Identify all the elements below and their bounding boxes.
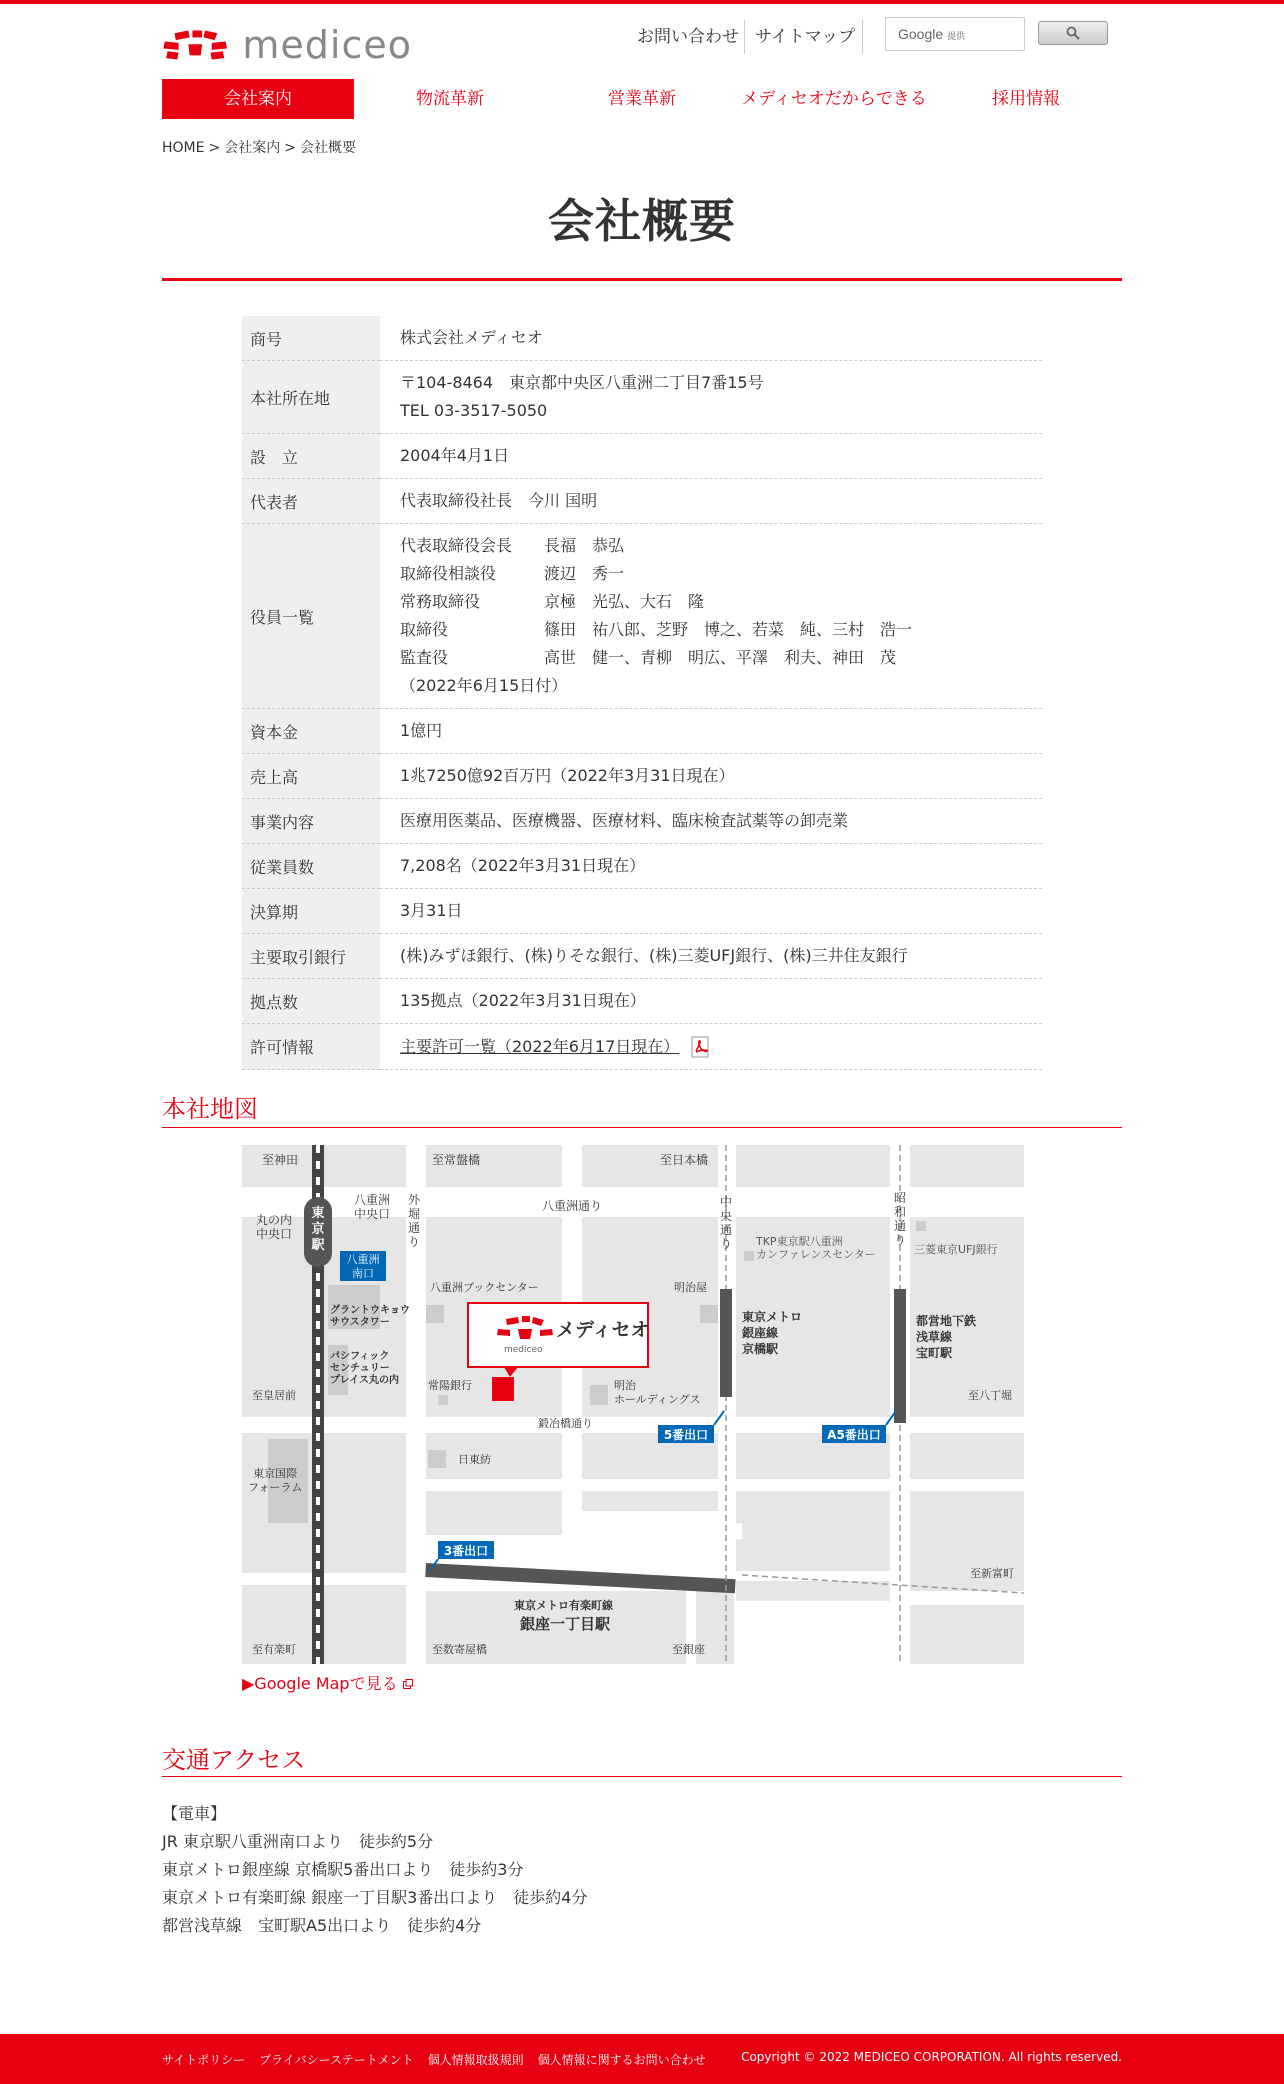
footer-link-personal-info-contact[interactable]: 個人情報に関するお問い合わせ bbox=[537, 2053, 706, 2067]
table-row bbox=[242, 844, 1042, 889]
svg-text:南口: 南口 bbox=[352, 1267, 374, 1280]
logo-mark-icon bbox=[162, 22, 228, 68]
row-label: 代表者 bbox=[242, 479, 380, 524]
officer-entry bbox=[400, 616, 1022, 644]
global-nav bbox=[162, 79, 1122, 119]
officer-role: 取締役 bbox=[400, 620, 449, 639]
map-label: 東京国際 フォーラム bbox=[248, 1467, 303, 1494]
map-label: 至銀座 bbox=[672, 1643, 705, 1656]
map-section-divider bbox=[162, 1127, 1122, 1128]
row-value: 135拠点（2022年3月31日現在） bbox=[400, 991, 646, 1010]
row-value bbox=[380, 361, 1042, 434]
table-row bbox=[242, 479, 1042, 524]
external-link-icon bbox=[403, 1679, 413, 1689]
row-label: 設 立 bbox=[242, 434, 380, 479]
table-row bbox=[242, 361, 1042, 434]
row-value: 株式会社メディセオ bbox=[400, 328, 543, 347]
address-line: 〒104-8464 東京都中央区八重洲二丁目7番15号 bbox=[400, 373, 764, 392]
footer-link-privacy[interactable]: プライバシーステートメント bbox=[259, 2053, 414, 2067]
table-row bbox=[242, 979, 1042, 1024]
mediceo-logo[interactable] bbox=[162, 22, 412, 68]
nav-item-recruit[interactable]: 採用情報 bbox=[992, 89, 1060, 109]
map-label: 昭和通り bbox=[894, 1191, 907, 1247]
table-row bbox=[242, 799, 1042, 844]
officer-names: 篠田 祐八郎、芝野 博之、若菜 純、三村 浩一 bbox=[544, 620, 913, 639]
row-value: 3月31日 bbox=[400, 901, 463, 920]
table-row bbox=[242, 524, 1042, 709]
officer-role: 取締役相談役 bbox=[400, 564, 497, 583]
row-label: 許可情報 bbox=[242, 1024, 380, 1070]
access-line: 東京メトロ有楽町線 銀座一丁目駅3番出口より 徒歩約4分 bbox=[162, 1888, 588, 1907]
map-label: 至数寄屋橋 bbox=[432, 1643, 487, 1656]
map-label: 常陽銀行 bbox=[428, 1379, 472, 1392]
footer-link-personal-info-rules[interactable]: 個人情報取扱規則 bbox=[427, 2053, 524, 2067]
svg-text:A5番出口: A5番出口 bbox=[827, 1428, 881, 1442]
map-station-label: 銀座一丁目駅 bbox=[520, 1615, 611, 1633]
nav-item-sales[interactable]: 営業革新 bbox=[608, 89, 676, 109]
map-label: グラントウキョウ サウスタワー bbox=[330, 1305, 410, 1328]
officer-names: 京極 光弘、大石 隆 bbox=[544, 592, 705, 611]
map-label: 外堀通り bbox=[408, 1193, 421, 1249]
map-label: 八重洲通り bbox=[542, 1199, 603, 1213]
map-label: mediceo bbox=[504, 1345, 543, 1355]
svg-text:東: 東 bbox=[311, 1206, 325, 1221]
breadcrumb-separator: > bbox=[208, 140, 221, 156]
head-office-map bbox=[242, 1145, 1024, 1664]
officer-entry bbox=[400, 588, 1022, 616]
row-value bbox=[380, 1024, 1042, 1070]
breadcrumb-current: 会社概要 bbox=[299, 140, 356, 156]
row-label: 売上高 bbox=[242, 754, 380, 799]
map-label: 至常盤橋 bbox=[432, 1153, 481, 1167]
row-label: 商号 bbox=[242, 316, 380, 361]
title-divider bbox=[162, 278, 1122, 281]
google-map-link-label: ▶Google Mapで見る bbox=[242, 1674, 398, 1693]
row-value: 7,208名（2022年3月31日現在） bbox=[400, 856, 646, 875]
map-label: 至神田 bbox=[262, 1153, 299, 1167]
map-label: 八重洲 中央口 bbox=[354, 1193, 391, 1221]
table-row bbox=[242, 434, 1042, 479]
table-row bbox=[242, 934, 1042, 979]
table-row bbox=[242, 1024, 1042, 1070]
breadcrumb-company[interactable]: 会社案内 bbox=[224, 140, 281, 156]
row-value: 1億円 bbox=[400, 721, 443, 740]
map-label: 至新富町 bbox=[970, 1567, 1014, 1580]
map-labels bbox=[242, 1145, 1024, 1664]
map-label: 八重洲ブックセンター bbox=[430, 1281, 539, 1294]
access-info bbox=[162, 1800, 587, 1940]
pdf-icon[interactable] bbox=[690, 1036, 712, 1058]
map-station-label: 東京メトロ 銀座線 京橋駅 bbox=[742, 1310, 803, 1356]
footer-link-site-policy[interactable]: サイトポリシー bbox=[162, 2053, 246, 2067]
map-mediceo-label: メディセオ bbox=[556, 1319, 650, 1341]
access-heading: 【電車】 bbox=[162, 1804, 227, 1823]
row-value: 医療用医薬品、医療機器、医療材料、臨床検査試薬等の卸売業 bbox=[400, 811, 849, 830]
map-label: パシフィック センチュリー プレイス丸の内 bbox=[330, 1351, 399, 1386]
permit-list-link[interactable]: 主要許可一覧（2022年6月17日現在） bbox=[400, 1036, 680, 1056]
breadcrumb-home[interactable]: HOME bbox=[162, 140, 205, 156]
search-button[interactable] bbox=[1038, 21, 1108, 45]
access-section-divider bbox=[162, 1776, 1122, 1777]
nav-item-company[interactable]: 会社案内 bbox=[162, 79, 354, 119]
top-accent-line bbox=[0, 0, 1284, 4]
header-divider bbox=[744, 20, 745, 54]
svg-text:京: 京 bbox=[311, 1222, 325, 1237]
map-label: 至有楽町 bbox=[252, 1643, 296, 1656]
officer-entry bbox=[400, 560, 1022, 588]
row-label: 従業員数 bbox=[242, 844, 380, 889]
access-section-title: 交通アクセス bbox=[162, 1746, 306, 1774]
officer-names: 高世 健一、青柳 明広、平澤 利夫、神田 茂 bbox=[544, 648, 897, 667]
logo-text: mediceo bbox=[242, 23, 412, 67]
search-input[interactable] bbox=[885, 17, 1025, 51]
map-label: 至日本橋 bbox=[660, 1153, 709, 1167]
company-info-table bbox=[242, 316, 1042, 1070]
row-label: 資本金 bbox=[242, 709, 380, 754]
breadcrumb bbox=[162, 137, 360, 157]
map-label: 丸の内 中央口 bbox=[256, 1213, 293, 1241]
table-row bbox=[242, 709, 1042, 754]
phone-line: TEL 03-3517-5050 bbox=[400, 401, 548, 420]
row-value: 1兆7250億92百万円（2022年3月31日現在） bbox=[400, 766, 735, 785]
row-value: (株)みずほ銀行、(株)りそな銀行、(株)三菱UFJ銀行、(株)三井住友銀行 bbox=[400, 946, 908, 965]
svg-text:駅: 駅 bbox=[311, 1238, 325, 1253]
row-label: 拠点数 bbox=[242, 979, 380, 1024]
officer-role: 代表取締役会長 bbox=[400, 536, 513, 555]
copyright: Copyright © 2022 MEDICEO CORPORATION. All rights reserved. bbox=[741, 2050, 1122, 2064]
row-label: 事業内容 bbox=[242, 799, 380, 844]
contact-link[interactable]: お問い合わせ bbox=[637, 27, 739, 47]
map-label: 至皇居前 bbox=[252, 1389, 296, 1402]
svg-text:八重洲: 八重洲 bbox=[346, 1253, 380, 1266]
map-label: 日東紡 bbox=[458, 1453, 491, 1466]
row-label: 役員一覧 bbox=[242, 524, 380, 709]
table-row bbox=[242, 754, 1042, 799]
svg-text:5番出口: 5番出口 bbox=[663, 1428, 709, 1442]
map-section-title: 本社地図 bbox=[162, 1095, 258, 1123]
officer-role: 常務取締役 bbox=[400, 592, 481, 611]
row-label: 決算期 bbox=[242, 889, 380, 934]
google-search-watermark: Google 提供 bbox=[898, 26, 966, 42]
map-label: 明治屋 bbox=[674, 1281, 707, 1294]
row-value: 代表取締役社長 今川 国明 bbox=[400, 491, 598, 510]
breadcrumb-separator: > bbox=[284, 140, 296, 156]
nav-item-mediceo-can[interactable]: メディセオだからできる bbox=[741, 89, 927, 109]
map-label: 明治 ホールディングス bbox=[614, 1379, 701, 1406]
access-line: 都営浅草線 宝町駅A5出口より 徒歩約4分 bbox=[162, 1916, 482, 1935]
footer-links bbox=[162, 2051, 706, 2068]
map-label: 三菱東京UFJ銀行 bbox=[914, 1243, 998, 1256]
sitemap-link[interactable]: サイトマップ bbox=[755, 27, 856, 47]
map-label: 中央通り bbox=[720, 1195, 733, 1251]
officer-names: 渡辺 秀一 bbox=[544, 564, 625, 583]
row-label: 本社所在地 bbox=[242, 361, 380, 434]
officer-date-note: （2022年6月15日付） bbox=[400, 676, 568, 695]
svg-text:3番出口: 3番出口 bbox=[443, 1544, 489, 1558]
google-map-link[interactable] bbox=[242, 1671, 413, 1694]
officer-role: 監査役 bbox=[400, 648, 449, 667]
table-row bbox=[242, 889, 1042, 934]
row-label: 主要取引銀行 bbox=[242, 934, 380, 979]
map-station-label: 都営地下鉄 浅草線 宝町駅 bbox=[916, 1314, 977, 1360]
nav-item-logistics[interactable]: 物流革新 bbox=[416, 89, 484, 109]
access-line: 東京メトロ銀座線 京橋駅5番出口より 徒歩約3分 bbox=[162, 1860, 524, 1879]
map-label: 鍛冶橋通り bbox=[538, 1417, 593, 1430]
access-line: JR 東京駅八重洲南口より 徒歩約5分 bbox=[162, 1832, 434, 1851]
map-label: 東京メトロ有楽町線 bbox=[514, 1599, 613, 1612]
officer-names: 長福 恭弘 bbox=[544, 536, 625, 555]
search-icon bbox=[1066, 26, 1080, 40]
map-label: TKP東京駅八重洲 カンファレンスセンター bbox=[756, 1235, 876, 1261]
row-value bbox=[380, 524, 1042, 709]
map-label: 至八丁堀 bbox=[968, 1389, 1012, 1402]
row-value: 2004年4月1日 bbox=[400, 446, 510, 465]
header-divider bbox=[862, 20, 863, 54]
table-row bbox=[242, 316, 1042, 361]
page-title: 会社概要 bbox=[548, 194, 736, 248]
footer bbox=[0, 2034, 1284, 2084]
officer-entry bbox=[400, 532, 1022, 560]
officer-entry bbox=[400, 644, 1022, 672]
